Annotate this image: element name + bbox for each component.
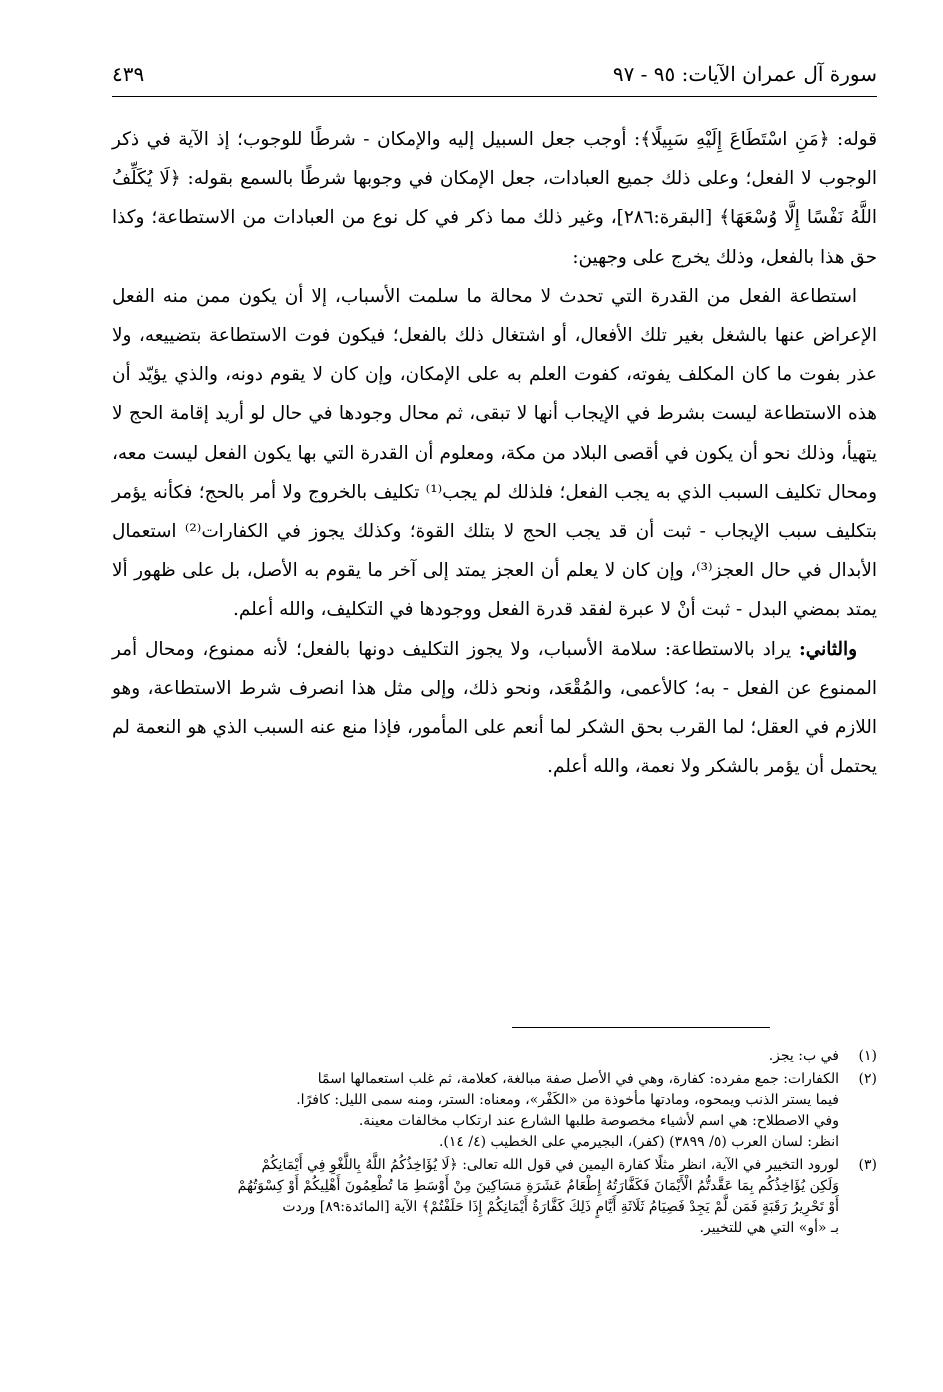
footnote-line: انظر: لسان العرب (٥/ ٣٨٩٩) (كفر)، البجيرمي على الخطيب (٤/ ١٤).: [438, 1134, 839, 1150]
paragraph-2: استطاعة الفعل من القدرة التي تحدث لا محالة ما سلمت الأسباب، إلا أن يكون ممن منه الفعل الإعراض عنها بالشغل بغير تلك الأفعال، أو اشتغال ذلك بالفعل؛ فيكون فوت الاستطاعة بتضييعه، ولا عذر بفوت ما كان المكلف يفوته، كفوت العلم به على الإمكان، وإن كان لا يقوم دونه، والذي يؤيّد أن هذه الاستطاعة ليست بشرط في الإيجاب أنها لا تبقى، ثم محال وجودها في حال لو أريد إقامة الحج لا يتهيأ، وذلك نحو أن يكون في أقصى البلاد من مكة، ومعلوم أن القدرة التي بها يكون الفعل ليست معه، ومحال تكليف السبب الذي به يجب الفعل؛ فلذلك لم يجب⁽¹⁾ تكليف بالخروج ولا أمر بالحج؛ فكأنه يؤمر بتكليف سبب الإيجاب - ثبت أن قد يجب الحج لا بتلك القوة؛ وكذلك يجوز في الكفارات⁽²⁾ استعمال الأبدال في حال العجز⁽³⁾، وإن كان لا يعلم أن العجز يمتد إلى آخر ما يقوم به الأصل، بل على ظهور ألا يمتد بمضي البدل - ثبت أنْ لا عبرة لفقد قدرة الفعل ووجودها في التكليف، والله أعلم.: [112, 285, 878, 621]
page-number: ٤٣٩: [112, 62, 145, 86]
paragraph-3-text: يراد بالاستطاعة: سلامة الأسباب، ولا يجوز التكليف دونها بالفعل؛ لأنه ممنوع، ومحال أمر الممنوع عن الفعل - به؛ كالأعمى، والمُقْعَد، ونحو ذلك، وإلى مثل هذا انصرف شرط الاستطاعة، وهو اللازم في العقل؛ لما القرب بحق الشكر لما أنعم على المأمور، فإذا منع عنه السبب الذي هو النعمة لم يحتمل أن يؤمر بالشكر ولا نعمة، والله أعلم.: [112, 638, 877, 778]
paragraph-3-lead: والثاني:: [799, 638, 857, 660]
footnote-number: (٢): [858, 1071, 877, 1087]
footnote-line: وفي الاصطلاح: هي اسم لأشياء مخصوصة طلبها الشارع عند ارتكاب مخالفات معينة.: [358, 1113, 839, 1129]
footnote-line: فيما يستر الذنب ويمحوه، ومادتها مأخوذة من «الكَفْر»، ومعناه: الستر، ومنه سمى الليل: كافرًا.: [296, 1092, 839, 1108]
footnote-line: بـ «أو» التي هي للتخيير.: [699, 1220, 839, 1236]
footnotes: [112, 1046, 877, 1241]
footnote-separator: [512, 1027, 770, 1028]
footnote-3: [112, 1155, 877, 1239]
footnote-line: وَلَكِن يُؤَاخِذُكُم بِمَا عَقَّدتُّمُ الْأَيْمَانَ فَكَفَّارَتُهُ إِطْعَامُ عَشَرَةِ مَسَاكِينَ مِنْ أَوْسَطِ مَا تُطْعِمُونَ أَهْلِيكُمْ أَوْ كِسْوَتُهُمْ: [237, 1178, 839, 1194]
footnote-line: لورود التخيير في الآية، انظر مثلًا كفارة اليمين في قول الله تعالى: ﴿لَا يُؤَاخِذُكُمُ اللَّهُ بِاللَّغْوِ فِي أَيْمَانِكُمْ: [261, 1157, 839, 1173]
header-rule: [112, 96, 877, 97]
footnote-text: [112, 1069, 839, 1153]
main-text: [112, 120, 877, 786]
footnote-line: في ب: يجز.: [768, 1048, 839, 1064]
footnote-line: أَوْ تَحْرِيرُ رَقَبَةٍ فَمَن لَّمْ يَجِدْ فَصِيَامُ ثَلَاثَةِ أَيَّامٍ ذَلِكَ كَفَّارَةُ أَيْمَانِكُمْ إِذَا حَلَفْتُمْ﴾ الآية [المائدة:٨٩] وردت: [282, 1199, 839, 1215]
footnote-line: الكفارات: جمع مفرده: كفارة، وهي في الأصل صفة مبالغة، كعلامة، ثم غلب استعمالها اسمًا: [317, 1071, 839, 1087]
footnote-1: [112, 1046, 877, 1067]
paragraph-3: [112, 630, 877, 787]
footnote-number: (٣): [858, 1157, 877, 1173]
footnote-2: [112, 1069, 877, 1153]
footnote-text: [112, 1046, 839, 1067]
footnote-text: [112, 1155, 839, 1239]
running-header: [112, 56, 877, 96]
footnote-number: (١): [858, 1048, 877, 1064]
header-title: سورة آل عمران الآيات: ٩٥ - ٩٧: [612, 62, 877, 86]
paragraph-1: قوله: ﴿مَنِ اسْتَطَاعَ إِلَيْهِ سَبِيلًا﴾: أوجب جعل السبيل إليه والإمكان - شرطًا للوجوب؛ إذ الآية في ذكر الوجوب لا الفعل؛ وعلى ذلك جميع العبادات، جعل الإمكان في وجوبها شرطًا بالسمع بقوله: ﴿لَا يُكَلِّفُ اللَّهُ نَفْسًا إِلَّا وُسْعَهَا﴾ [البقرة:٢٨٦]، وغير ذلك مما ذكر في كل نوع من العبادات من الاستطاعة؛ وكذا حق هذا بالفعل، وذلك يخرج على وجهين:: [112, 129, 878, 268]
